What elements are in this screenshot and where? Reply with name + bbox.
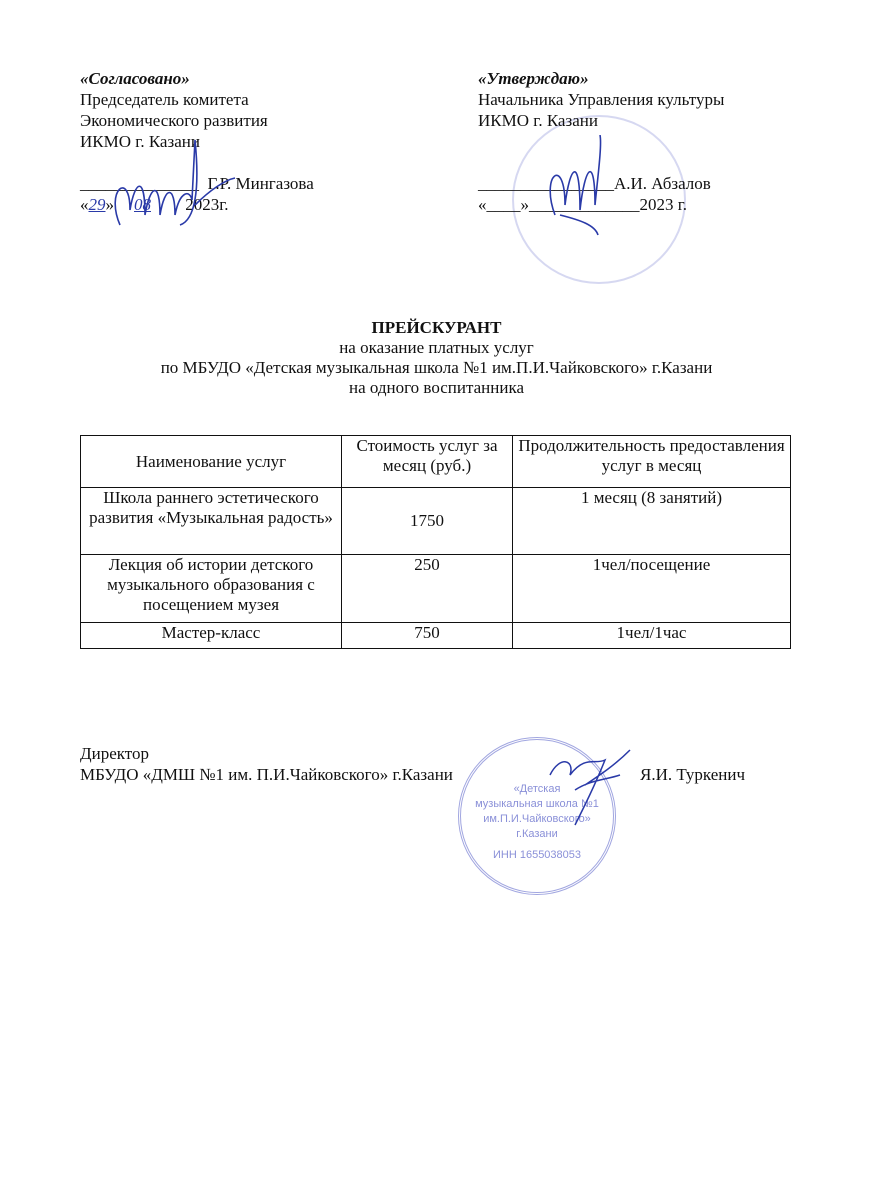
service-duration: 1 месяц (8 занятий) (513, 488, 791, 555)
left-signer: Г.Р. Мингазова (207, 174, 314, 193)
director-signer: Я.И. Туркенич (640, 765, 746, 784)
service-name: Лекция об истории детского музыкального образования с посещением музея (81, 555, 342, 623)
stamp-line: «Детская (513, 783, 561, 795)
stamp-line: г.Казани (516, 828, 558, 840)
title-line: на оказание платных услуг (339, 338, 534, 357)
service-duration: 1чел/посещение (513, 555, 791, 623)
director-role: Директор (80, 744, 149, 763)
left-date-month: 08 (134, 195, 151, 214)
stamp-line: музыкальная школа №1 (475, 798, 599, 810)
table-row (81, 623, 791, 649)
document-title (0, 318, 873, 398)
service-price: 250 (342, 555, 513, 623)
right-signer: А.И. Абзалов (614, 174, 711, 193)
header-cell: Продолжительность предоставления услуг в месяц (513, 436, 791, 488)
service-duration: 1чел/1час (513, 623, 791, 649)
director-block (80, 743, 453, 785)
header-cell: Наименование услуг (81, 436, 342, 488)
service-name: Школа раннего эстетического развития «Музыкальная радость» (81, 488, 342, 555)
left-line: ИКМО г. Казани (80, 132, 200, 151)
right-line: ИКМО г. Казани (478, 111, 598, 130)
signature-right (540, 135, 620, 245)
signature-left (100, 130, 240, 240)
approval-right: «Утверждаю» Начальника Управления культуры ИКМО г. Казани ________________А.И. Абзалов «____»_____________2023 г. (478, 69, 725, 214)
signature-director (545, 745, 635, 835)
header-cell: Стоимость услуг за месяц (руб.) (342, 436, 513, 488)
price-table (80, 435, 791, 649)
title-line: на одного воспитанника (348, 378, 525, 397)
left-date-day: 29 (88, 195, 106, 214)
stamp-inn: ИНН 1655038053 (492, 849, 582, 861)
stamp-line: им.П.И.Чайковского» (483, 813, 591, 825)
left-line: Председатель комитета (80, 90, 249, 109)
approval-left: «Согласовано» Председатель комитета Экономического развития ИКМО г. Казани ______________ Г.Р. Мингазова «29» 08 2023г. (80, 69, 314, 214)
table-header-row (81, 436, 791, 488)
service-price: 750 (342, 623, 513, 649)
right-heading: «Утверждаю» (478, 69, 589, 88)
title-main: ПРЕЙСКУРАНТ (371, 318, 502, 337)
service-price: 1750 (342, 488, 513, 555)
table-row (81, 555, 791, 623)
left-heading: «Согласовано» (80, 69, 190, 88)
director-org: МБУДО «ДМШ №1 им. П.И.Чайковского» г.Казани (80, 765, 453, 784)
service-name: Мастер-класс (81, 623, 342, 649)
title-line: по МБУДО «Детская музыкальная школа №1 им.П.И.Чайковского» г.Казани (160, 358, 713, 377)
left-line: Экономического развития (80, 111, 268, 130)
left-date-year: 2023г. (185, 195, 229, 214)
right-date-year: 2023 г. (639, 195, 688, 214)
table-row (81, 488, 791, 555)
right-line: Начальника Управления культуры (478, 90, 725, 109)
